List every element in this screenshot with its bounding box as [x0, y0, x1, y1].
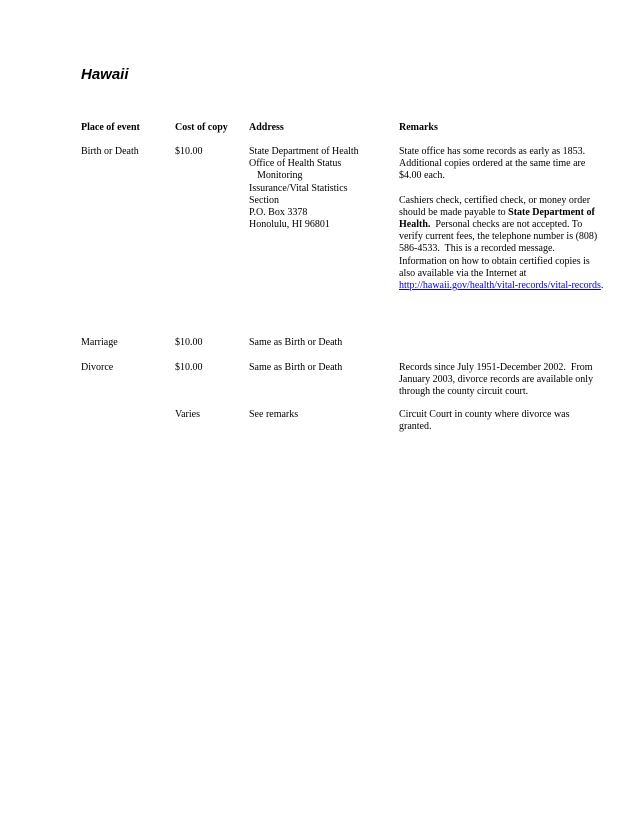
header-remarks: Remarks [399, 122, 438, 133]
row-varies-cost: Varies [175, 409, 200, 420]
remarks-line: also available via the Internet at [399, 267, 527, 279]
header-place-of-event: Place of event [81, 122, 140, 133]
remarks-line [399, 280, 603, 292]
address-line: State Department of Health [249, 146, 359, 157]
remarks-line: granted. [399, 421, 432, 433]
row-divorce-address: Same as Birth or Death [249, 362, 343, 373]
header-cost-of-copy: Cost of copy [175, 122, 228, 133]
remarks-line: 586-4533. This is a recorded message. [399, 243, 555, 255]
row-marriage-address: Same as Birth or Death [249, 337, 343, 348]
row-birth-death-cost: $10.00 [175, 146, 203, 157]
header-address: Address [249, 122, 284, 133]
row-varies-remarks [399, 409, 570, 433]
remarks-line: Circuit Court in county where divorce was [399, 409, 570, 420]
row-divorce-remarks [399, 362, 593, 399]
payee-bold: State Department of [508, 206, 595, 218]
remarks-text: Personal checks are not accepted. To [430, 219, 583, 231]
remarks-line: State office has some records as early as 1853. [399, 146, 586, 157]
row-marriage-cost: $10.00 [175, 337, 203, 348]
remarks-line: Information on how to obtain certified copies is [399, 255, 590, 267]
remarks-text: should be made payable to [399, 206, 509, 218]
remarks-line: January 2003, divorce records are available only [399, 374, 594, 386]
address-line: P.O. Box 3378 [249, 207, 308, 219]
address-line: Section [249, 194, 279, 206]
remarks-line: $4.00 each. [399, 170, 445, 182]
remarks-line: Cashiers check, certified check, or money order [399, 194, 591, 206]
payee-bold: Health. [399, 219, 431, 231]
row-birth-death-remarks [399, 146, 603, 292]
address-line: Office of Health Status [249, 158, 342, 170]
row-varies-address: See remarks [249, 409, 299, 420]
row-birth-death-address [249, 146, 359, 231]
row-birth-death-place: Birth or Death [81, 146, 139, 157]
remarks-line [399, 207, 603, 219]
page-title: Hawaii [81, 66, 129, 83]
address-line: Issurance/Vital Statistics [249, 182, 348, 194]
row-marriage-place: Marriage [81, 337, 118, 348]
row-divorce-place: Divorce [81, 362, 114, 373]
row-divorce-cost: $10.00 [175, 362, 203, 373]
paragraph-gap [399, 183, 603, 195]
address-line: Honolulu, HI 96801 [249, 219, 330, 231]
remarks-line: Records since July 1951-December 2002. From [399, 362, 593, 373]
remarks-line: Additional copies ordered at the same time are [399, 158, 586, 170]
remarks-text: . [600, 280, 604, 292]
address-line: Monitoring [257, 170, 303, 182]
remarks-line: verify current fees, the telephone number is (808) [399, 231, 598, 243]
remarks-line [399, 219, 603, 231]
remarks-line: through the county circuit court. [399, 386, 529, 398]
vital-records-link[interactable]: http://hawaii.gov/health/vital-records/vital-records [399, 280, 601, 292]
